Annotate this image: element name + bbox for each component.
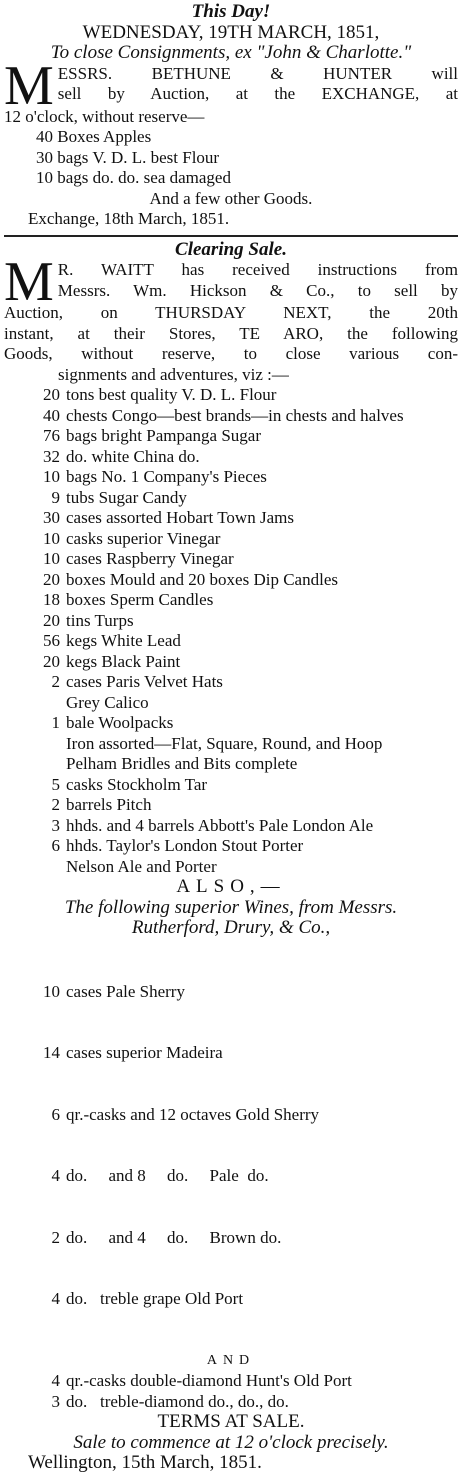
- ad1-dropcap: M: [4, 54, 54, 117]
- ad2-also: ALSO,—: [176, 876, 286, 897]
- ad2-intro-line: Messrs. Wm. Hickson & Co., to sell by: [57, 280, 458, 300]
- ad1-tail: And a few other Goods.: [149, 188, 313, 208]
- ad2-wines-heading-2: Rutherford, Drury, & Co.,: [131, 917, 331, 938]
- ad2-item-list: [4, 385, 458, 877]
- ad2-signoff: Wellington, 15th March, 1851.: [28, 1452, 262, 1473]
- ad2-intro: [4, 251, 458, 385]
- list-item: 18 boxes Sperm Candles: [43, 590, 214, 609]
- list-item: 10 cases Pale Sherry: [43, 981, 185, 1001]
- ad1-item: 30 bags V. D. L. best Flour: [36, 147, 220, 167]
- ad1-body-line-3: 12 o'clock, without reserve—: [4, 106, 205, 126]
- ad1-subtitle: To close Consignments, ex "John & Charlotte.": [50, 42, 412, 63]
- list-item: 4 qr.-casks double-diamond Hunt's Old Port: [51, 1371, 352, 1390]
- ad2-intro-line: instant, at their Stores, TE ARO, the following: [4, 323, 458, 343]
- ad2-wine-list-2: [4, 1371, 458, 1412]
- ad2-title: Clearing Sale.: [175, 238, 287, 260]
- ad2-dropcap: M: [4, 251, 54, 313]
- ad1-date-line: WEDNESDAY, 19TH MARCH, 1851,: [82, 21, 380, 43]
- ad2-intro-line: Goods, without reserve, to close various con-: [4, 344, 458, 363]
- list-item: 20 boxes Mould and 20 boxes Dip Candles: [43, 569, 338, 589]
- list-item: Pelham Bridles and Bits complete: [66, 754, 298, 773]
- ad1-item: 40 Boxes Apples: [36, 127, 152, 146]
- ad2-wine-list: [4, 941, 458, 1351]
- list-item: 10 bags No. 1 Company's Pieces: [43, 467, 267, 486]
- list-item: 10 casks superior Vinegar: [43, 528, 221, 548]
- ad2-wines-heading-1: The following superior Wines, from Messrs.: [64, 896, 398, 918]
- list-item: 14 cases superior Madeira: [43, 1043, 223, 1062]
- list-item: 76 bags bright Pampanga Sugar: [43, 426, 261, 445]
- column-divider: [4, 235, 458, 237]
- list-item: 6 qr.-casks and 12 octaves Gold Sherry: [51, 1104, 320, 1124]
- ad1-body-line-2: sell by Auction, at the EXCHANGE, at: [57, 84, 458, 103]
- ad2-and: AND: [206, 1352, 256, 1368]
- ad2-intro-line: R. WAITT has received instructions from: [57, 260, 458, 279]
- list-item: 2 barrels Pitch: [51, 795, 152, 814]
- list-item: 6 hhds. Taylor's London Stout Porter: [51, 836, 304, 855]
- list-item: 2 cases Paris Velvet Hats: [51, 672, 223, 691]
- list-item: 32 do. white China do.: [43, 446, 200, 466]
- ad2-terms: TERMS AT SALE.: [157, 1411, 305, 1432]
- ad1-signoff: Exchange, 18th March, 1851.: [28, 209, 230, 228]
- ad2-intro-line: signments and adventures, viz :—: [58, 364, 289, 384]
- list-item: 10 cases Raspberry Vinegar: [43, 549, 234, 568]
- list-item: 4 do. and 8 do. Pale do.: [51, 1166, 269, 1185]
- list-item: 2 do. and 4 do. Brown do.: [51, 1227, 282, 1247]
- ad1-body: [4, 54, 458, 128]
- list-item: 40 chests Congo—best brands—in chests and halves: [43, 405, 404, 425]
- list-item: 20 tons best quality V. D. L. Flour: [43, 385, 277, 404]
- ad1-item: 10 bags do. do. sea damaged: [36, 168, 231, 187]
- list-item: 3 do. treble-diamond do., do., do.: [51, 1391, 289, 1411]
- list-item: Iron assorted—Flat, Square, Round, and Hoop: [66, 733, 383, 753]
- advert-bethune-hunter: [4, 2, 458, 230]
- list-item: 9 tubs Sugar Candy: [51, 487, 187, 507]
- list-item: 20 kegs Black Paint: [43, 651, 181, 671]
- list-item: 1 bale Woolpacks: [51, 713, 174, 732]
- ad2-sale-note: Sale to commence at 12 o'clock precisely.: [73, 1431, 389, 1453]
- list-item: 5 casks Stockholm Tar: [51, 774, 208, 794]
- list-item: Nelson Ale and Porter: [66, 856, 217, 876]
- list-item: 30 cases assorted Hobart Town Jams: [43, 508, 294, 527]
- list-item: 20 tins Turps: [43, 610, 134, 630]
- list-item: Grey Calico: [66, 692, 149, 712]
- list-item: 56 kegs White Lead: [43, 631, 181, 650]
- list-item: 4 do. treble grape Old Port: [51, 1289, 244, 1308]
- ad1-body-line-1: ESSRS. BETHUNE & HUNTER will: [57, 63, 458, 83]
- ad1-title: This Day!: [191, 1, 271, 22]
- ad2-intro-line: Auction, on THURSDAY NEXT, the 20th: [4, 303, 458, 322]
- advert-clearing-sale: [4, 240, 458, 1474]
- list-item: 3 hhds. and 4 barrels Abbott's Pale London Ale: [51, 815, 374, 835]
